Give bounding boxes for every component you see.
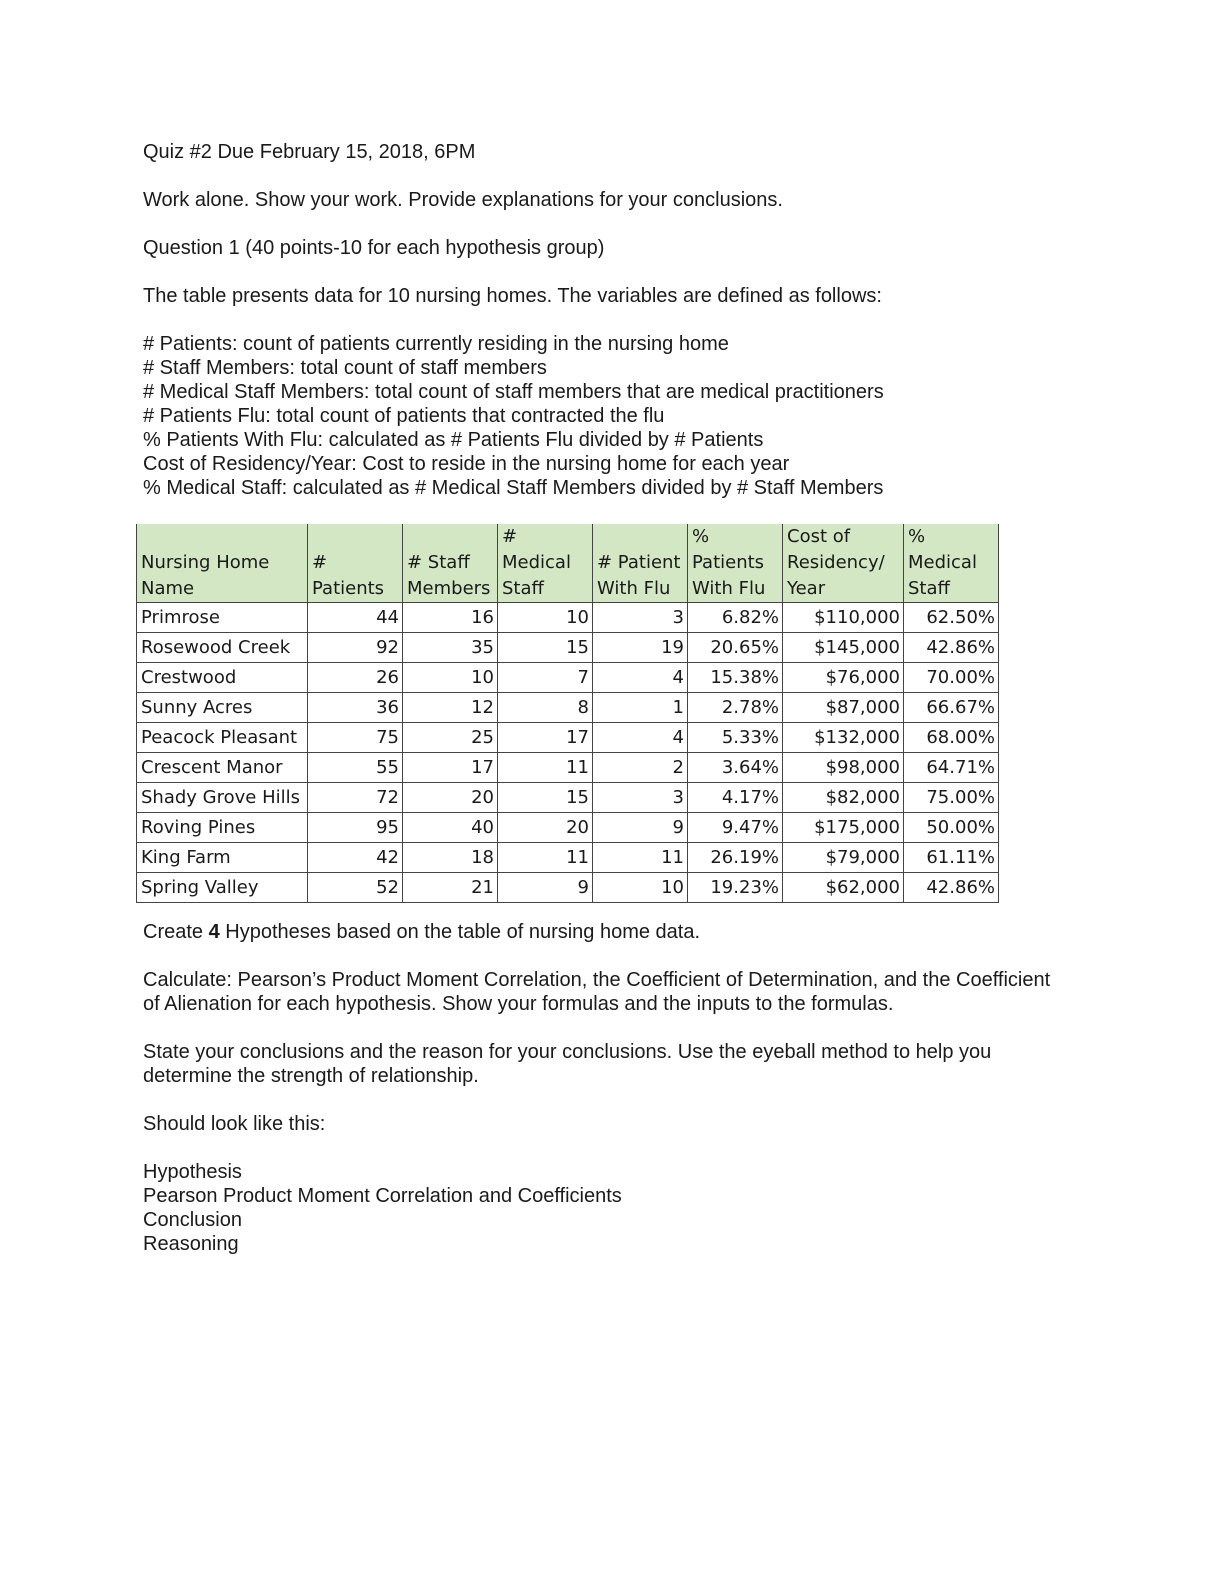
- definition-item: # Patients Flu: total count of patients that contracted the flu: [143, 405, 665, 427]
- create-count: 4: [208, 921, 220, 943]
- table-cell: 55: [308, 753, 403, 783]
- header-line: Staff: [502, 578, 544, 599]
- col-header-pct-medical: [904, 524, 999, 603]
- table-cell: 26: [308, 663, 403, 693]
- table-row: [137, 723, 999, 753]
- table-cell: 35: [403, 633, 498, 663]
- col-header-patients: [308, 524, 403, 603]
- table-cell: 4.17%: [688, 783, 783, 813]
- table-cell: 17: [498, 723, 593, 753]
- table-body: [137, 603, 999, 903]
- table-row: [137, 783, 999, 813]
- col-header-pct-flu: [688, 524, 783, 603]
- table-row: [137, 633, 999, 663]
- table-cell: 3: [593, 783, 688, 813]
- table-cell: $145,000: [783, 633, 904, 663]
- table-cell: 95: [308, 813, 403, 843]
- table-cell: 11: [593, 843, 688, 873]
- calculate-instructions: Calculate: Pearson’s Product Moment Correlation, the Coefficient of Determination, and the Coefficient of Alienation for each hypothesis. Show your formulas and the inputs to the formulas.: [143, 969, 1051, 1015]
- table-cell: 50.00%: [904, 813, 999, 843]
- table-cell: $110,000: [783, 603, 904, 633]
- col-header-patient-flu: [593, 524, 688, 603]
- table-cell: 17: [403, 753, 498, 783]
- table-cell: 75.00%: [904, 783, 999, 813]
- cell-home-name: Rosewood Creek: [137, 633, 308, 663]
- table-cell: 42.86%: [904, 633, 999, 663]
- table-cell: 9: [498, 873, 593, 903]
- table-cell: 21: [403, 873, 498, 903]
- create-hypotheses: [143, 920, 1063, 944]
- header-line: Cost of: [787, 526, 851, 547]
- definition-item: Cost of Residency/Year: Cost to reside in the nursing home for each year: [143, 453, 790, 475]
- header-line: Staff: [908, 578, 950, 599]
- header-line: %: [692, 526, 710, 547]
- table-cell: 75: [308, 723, 403, 753]
- table-cell: 4: [593, 663, 688, 693]
- table-cell: 70.00%: [904, 663, 999, 693]
- header-line: Year: [787, 578, 826, 599]
- table-row: [137, 663, 999, 693]
- table-row: [137, 813, 999, 843]
- table-cell: $175,000: [783, 813, 904, 843]
- table-cell: 2.78%: [688, 693, 783, 723]
- table-cell: 18: [403, 843, 498, 873]
- header-line: Name: [141, 578, 195, 599]
- table-cell: 52: [308, 873, 403, 903]
- table-cell: 10: [593, 873, 688, 903]
- table-cell: 62.50%: [904, 603, 999, 633]
- create-suffix: Hypotheses based on the table of nursing home data.: [219, 921, 701, 943]
- definition-item: % Patients With Flu: calculated as # Patients Flu divided by # Patients: [143, 429, 764, 451]
- header-line: %: [908, 526, 926, 547]
- table-intro: The table presents data for 10 nursing homes. The variables are defined as follows:: [143, 285, 882, 307]
- table-cell: 7: [498, 663, 593, 693]
- outline-item: Conclusion: [143, 1209, 242, 1231]
- cell-home-name: Roving Pines: [137, 813, 308, 843]
- table-cell: 16: [403, 603, 498, 633]
- cell-home-name: Peacock Pleasant: [137, 723, 308, 753]
- cell-home-name: Shady Grove Hills: [137, 783, 308, 813]
- cell-home-name: King Farm: [137, 843, 308, 873]
- table-cell: 1: [593, 693, 688, 723]
- header-line: Nursing Home: [141, 552, 270, 573]
- header-line: #: [312, 552, 328, 573]
- table-cell: $132,000: [783, 723, 904, 753]
- definition-item: % Medical Staff: calculated as # Medical Staff Members divided by # Staff Members: [143, 477, 884, 499]
- question-heading: Question 1 (40 points-10 for each hypothesis group): [143, 237, 605, 259]
- nursing-home-table: [136, 524, 999, 903]
- table-cell: 25: [403, 723, 498, 753]
- table-cell: $62,000: [783, 873, 904, 903]
- table-cell: 42: [308, 843, 403, 873]
- table-cell: 20: [498, 813, 593, 843]
- conclusions-instructions: State your conclusions and the reason for your conclusions. Use the eyeball method to help you determine the strength of relationship.: [143, 1041, 992, 1087]
- table-cell: $98,000: [783, 753, 904, 783]
- outline-item: Pearson Product Moment Correlation and Coefficients: [143, 1185, 622, 1207]
- table-cell: 26.19%: [688, 843, 783, 873]
- table-cell: 20: [403, 783, 498, 813]
- table-cell: 11: [498, 753, 593, 783]
- table-cell: 5.33%: [688, 723, 783, 753]
- table-cell: 15: [498, 633, 593, 663]
- table-cell: 44: [308, 603, 403, 633]
- table-cell: 20.65%: [688, 633, 783, 663]
- create-prefix: Create: [143, 921, 209, 943]
- table-cell: $87,000: [783, 693, 904, 723]
- header-line: Patients: [312, 578, 385, 599]
- cell-home-name: Crescent Manor: [137, 753, 308, 783]
- table-cell: 61.11%: [904, 843, 999, 873]
- table-row: [137, 843, 999, 873]
- table-header-row: [137, 524, 999, 603]
- table-row: [137, 873, 999, 903]
- table-cell: 3.64%: [688, 753, 783, 783]
- header-line: # Staff: [407, 552, 470, 573]
- table-row: [137, 693, 999, 723]
- table-cell: 12: [403, 693, 498, 723]
- table-cell: 66.67%: [904, 693, 999, 723]
- should-look-like: Should look like this:: [143, 1113, 326, 1135]
- header-line: Members: [407, 578, 491, 599]
- col-header-medical-staff: [498, 524, 593, 603]
- cell-home-name: Primrose: [137, 603, 308, 633]
- document-header: [143, 140, 1053, 500]
- table-cell: 19: [593, 633, 688, 663]
- header-line: With Flu: [692, 578, 766, 599]
- definition-item: # Staff Members: total count of staff members: [143, 357, 547, 379]
- table-cell: 36: [308, 693, 403, 723]
- quiz-title: Quiz #2 Due February 15, 2018, 6PM: [143, 141, 476, 163]
- col-header-name: [137, 524, 308, 603]
- table-cell: $82,000: [783, 783, 904, 813]
- table-cell: 40: [403, 813, 498, 843]
- header-line: Residency/: [787, 552, 885, 573]
- header-line: #: [502, 526, 518, 547]
- header-line: Medical: [908, 552, 977, 573]
- table-cell: 9: [593, 813, 688, 843]
- table-cell: $76,000: [783, 663, 904, 693]
- col-header-staff: [403, 524, 498, 603]
- table-cell: 42.86%: [904, 873, 999, 903]
- table-cell: 9.47%: [688, 813, 783, 843]
- table-cell: $79,000: [783, 843, 904, 873]
- table-cell: 19.23%: [688, 873, 783, 903]
- cell-home-name: Crestwood: [137, 663, 308, 693]
- table-cell: 10: [403, 663, 498, 693]
- table-row: [137, 603, 999, 633]
- definition-item: # Patients: count of patients currently residing in the nursing home: [143, 333, 729, 355]
- table-cell: 15: [498, 783, 593, 813]
- table-cell: 6.82%: [688, 603, 783, 633]
- table-row: [137, 753, 999, 783]
- outline-item: Reasoning: [143, 1233, 239, 1255]
- col-header-cost: [783, 524, 904, 603]
- table-cell: 4: [593, 723, 688, 753]
- table-cell: 3: [593, 603, 688, 633]
- table-cell: 8: [498, 693, 593, 723]
- table-cell: 2: [593, 753, 688, 783]
- header-line: With Flu: [597, 578, 671, 599]
- table-cell: 72: [308, 783, 403, 813]
- definition-item: # Medical Staff Members: total count of staff members that are medical practitioners: [143, 381, 884, 403]
- table-cell: 15.38%: [688, 663, 783, 693]
- table-cell: 10: [498, 603, 593, 633]
- header-line: Medical: [502, 552, 571, 573]
- header-line: Patients: [692, 552, 765, 573]
- task-section: [143, 920, 1063, 1256]
- outline-list: [143, 1160, 1063, 1256]
- table-cell: 11: [498, 843, 593, 873]
- header-line: # Patient: [597, 552, 681, 573]
- table-cell: 64.71%: [904, 753, 999, 783]
- definitions-list: [143, 332, 1053, 500]
- cell-home-name: Spring Valley: [137, 873, 308, 903]
- outline-item: Hypothesis: [143, 1161, 242, 1183]
- cell-home-name: Sunny Acres: [137, 693, 308, 723]
- instructions: Work alone. Show your work. Provide explanations for your conclusions.: [143, 189, 783, 211]
- table-cell: 68.00%: [904, 723, 999, 753]
- table-cell: 92: [308, 633, 403, 663]
